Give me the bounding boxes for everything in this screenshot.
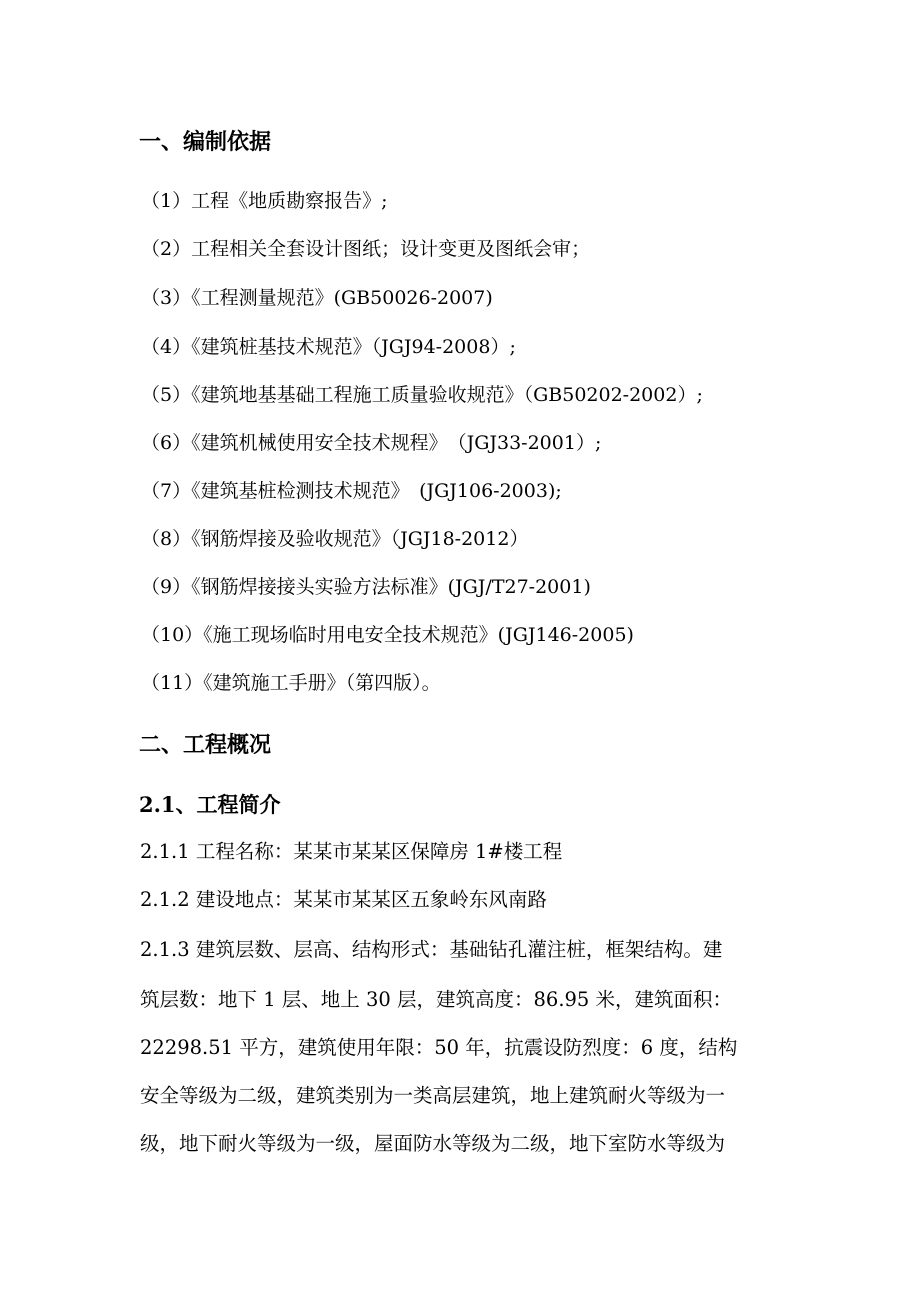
paragraph-line: 22298.51 平方，建筑使用年限：50 年，抗震设防烈度：6 度，结构 (140, 1036, 738, 1059)
reference-item-10: （10）《施工现场临时用电安全技术规范》(JGJ146-2005) (141, 624, 634, 646)
paragraph-line: 2.1.3 建筑层数、层高、结构形式：基础钻孔灌注桩，框架结构。建 (140, 938, 723, 961)
project-location-line: 2.1.2 建设地点：某某市某某区五象岭东风南路 (140, 888, 547, 911)
reference-item-11: （11）《建筑施工手册》（第四版）。 (141, 672, 441, 694)
reference-item-4: （4）《建筑桩基技术规范》（JGJ94-2008）; (141, 336, 516, 358)
section-heading-basis: 一、编制依据 (139, 129, 272, 155)
project-name-line: 2.1.1 工程名称：某某市某某区保障房 1#楼工程 (140, 840, 563, 863)
paragraph-line: 级，地下耐火等级为一级，屋面防水等级为二级，地下室防水等级为 (140, 1132, 726, 1155)
reference-item-5: （5）《建筑地基基础工程施工质量验收规范》（GB50202-2002）; (141, 384, 703, 406)
reference-item-3: （3）《工程测量规范》(GB50026-2007) (141, 287, 493, 309)
reference-item-6: （6）《建筑机械使用安全技术规程》 （JGJ33-2001）; (141, 432, 602, 454)
reference-item-8: （8）《钢筋焊接及验收规范》（JGJ18-2012） (141, 528, 529, 550)
reference-item-7: （7）《建筑基桩检测技术规范》 (JGJ106-2003); (141, 480, 562, 502)
reference-item-2: （2）工程相关全套设计图纸；设计变更及图纸会审； (141, 238, 591, 260)
reference-item-1: （1）工程《地质勘察报告》; (141, 190, 388, 212)
sub-heading-project-intro: 2.1、工程简介 (139, 792, 281, 817)
reference-item-9: （9）《钢筋焊接接头实验方法标准》(JGJ/T27-2001) (141, 576, 591, 598)
paragraph-line: 安全等级为二级，建筑类别为一类高层建筑，地上建筑耐火等级为一 (140, 1084, 726, 1107)
paragraph-line: 筑层数：地下 1 层、地上 30 层，建筑高度：86.95 米，建筑面积： (140, 988, 733, 1011)
section-heading-overview: 二、工程概况 (139, 732, 272, 758)
